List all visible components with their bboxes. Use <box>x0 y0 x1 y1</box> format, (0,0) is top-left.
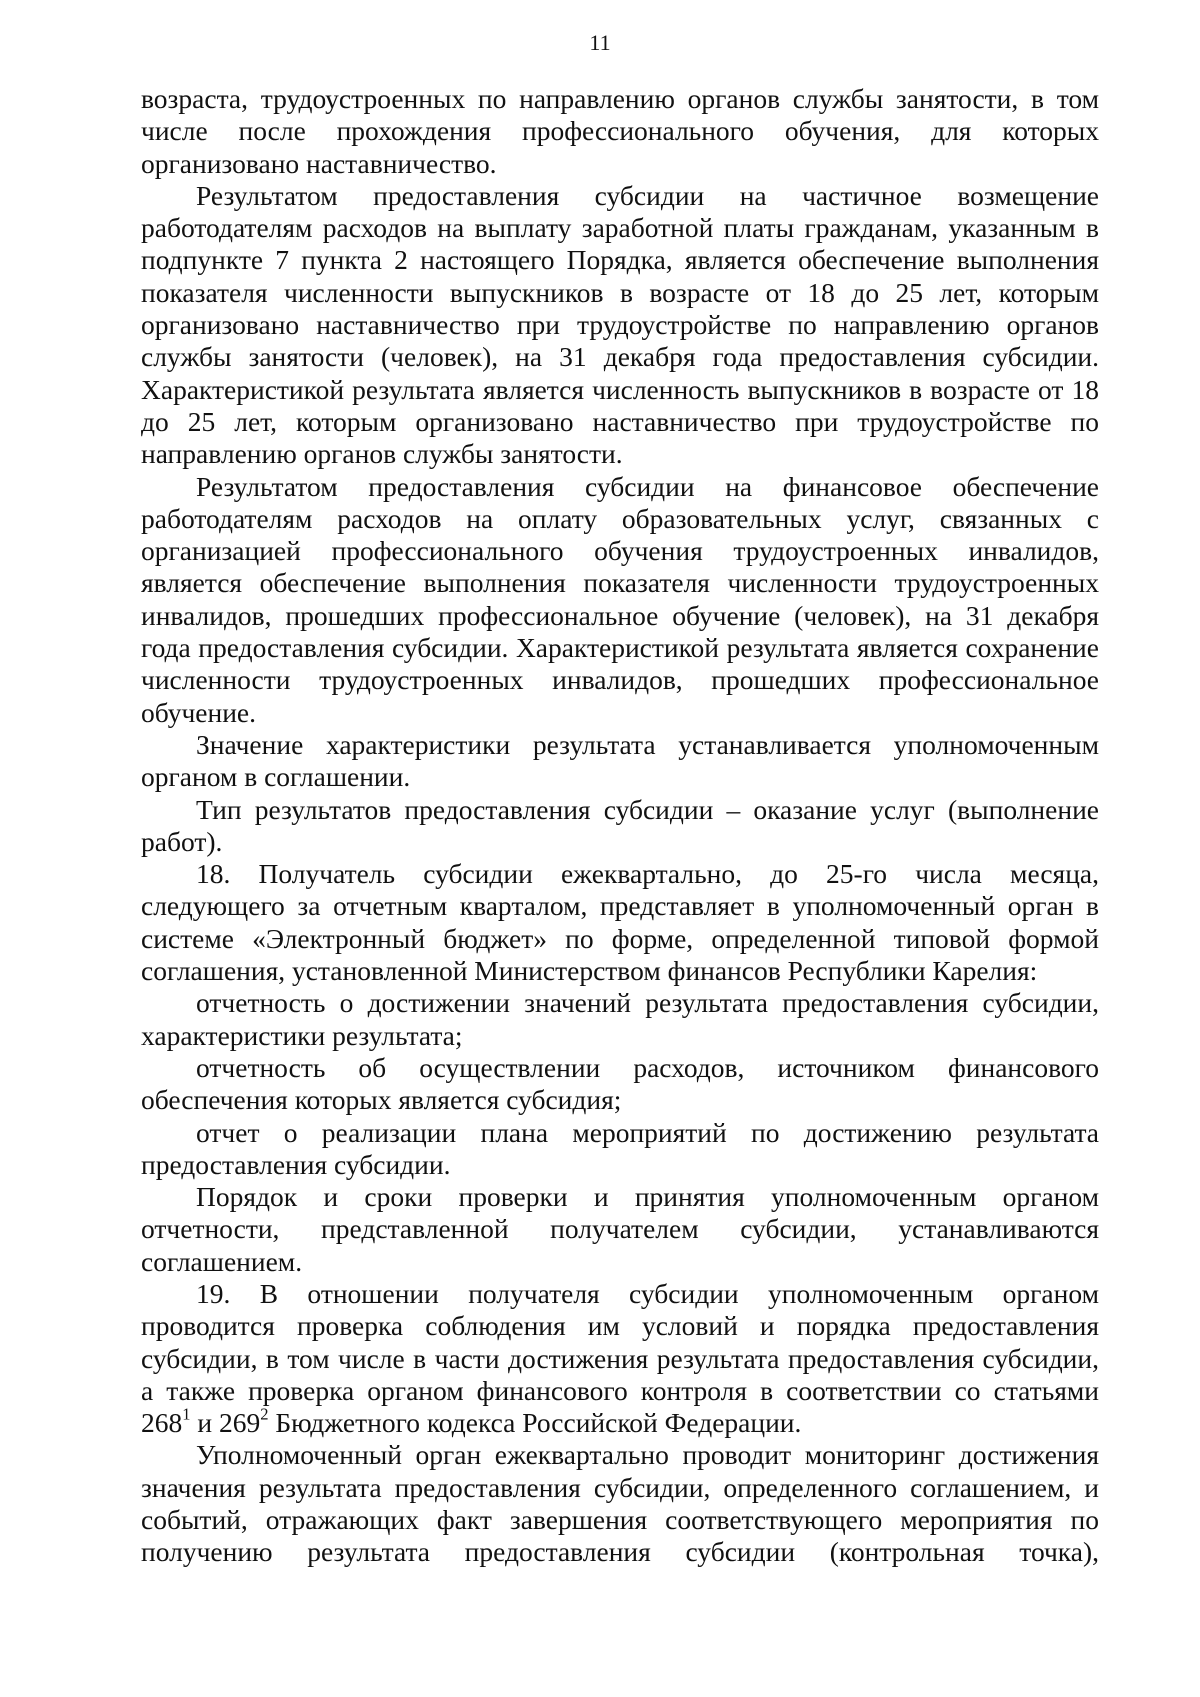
footnote-superscript: 2 <box>260 1404 269 1424</box>
document-body <box>141 83 1099 1569</box>
page-number: 11 <box>589 30 611 55</box>
paragraph-report-results: отчетность о достижении значений результата предоставления субсидии, характеристики результата; <box>141 987 1099 1051</box>
paragraph-report-plan: отчет о реализации плана мероприятий по достижению результата предоставления субсидии. <box>141 1116 1099 1180</box>
paragraph-item-18: 18. Получатель субсидии ежеквартально, до 25-го числа месяца, следующего за отчетным кварталом, представляет в уполномоченный орган в системе «Электронный бюджет» по форме, определенной типовой формой соглашения, установленной Министерством финансов Республики Карелия: <box>141 858 1099 987</box>
paragraph-result-type: Тип результатов предоставления субсидии – оказание услуг (выполнение работ). <box>141 793 1099 857</box>
item-19-text: Бюджетного кодекса Российской Федерации. <box>268 1407 802 1439</box>
item-19-text: 19. В отношении получателя субсидии уполномоченным органом проводится проверка соблюдения им условий и порядка предоставления субсидии, в том числе в части достижения результата предоставления субсидии, а также проверка органом финансового контроля в соответствии со статьями 268 <box>141 1277 1099 1439</box>
paragraph-result-wage-compensation: Результатом предоставления субсидии на частичное возмещение работодателям расходов на выплату заработной платы гражданам, указанным в подпункте 7 пункта 2 настоящего Порядка, является обеспечение выполнения показателя численности выпускников в возрасте от 18 до 25 лет, которым организовано наставничество при трудоустройстве по направлению органов службы занятости (человек), на 31 декабря года предоставления субсидии. Характеристикой результата является численность выпускников в возрасте от 18 до 25 лет, которым организовано наставничество при трудоустройстве по направлению органов службы занятости. <box>141 179 1099 470</box>
paragraph-verification-procedure: Порядок и сроки проверки и принятия уполномоченным органом отчетности, представленной получателем субсидии, устанавливаются соглашением. <box>141 1181 1099 1277</box>
paragraph-monitoring: Уполномоченный орган ежеквартально проводит мониторинг достижения значения результата предоставления субсидии, определенного соглашением, и событий, отражающих факт завершения соответствующего мероприятия по получению результата предоставления субсидии (контрольная точка), <box>141 1439 1099 1568</box>
paragraph-continuation: возраста, трудоустроенных по направлению органов службы занятости, в том числе после прохождения профессионального обучения, для которых организовано наставничество. <box>141 83 1099 179</box>
paragraph-characteristic-value: Значение характеристики результата устанавливается уполномоченным органом в соглашении. <box>141 728 1099 793</box>
paragraph-item-19 <box>141 1278 1099 1439</box>
footnote-superscript: 1 <box>182 1404 191 1424</box>
item-19-text: и 269 <box>190 1407 261 1439</box>
paragraph-report-expenses: отчетность об осуществлении расходов, источником финансового обеспечения которых является субсидия; <box>141 1051 1099 1116</box>
paragraph-result-training-disabled: Результатом предоставления субсидии на финансовое обеспечение работодателям расходов на оплату образовательных услуг, связанных с организацией профессионального обучения трудоустроенных инвалидов, является обеспечение выполнения показателя численности трудоустроенных инвалидов, прошедших профессиональное обучение (человек), на 31 декабря года предоставления субсидии. Характеристикой результата является сохранение численности трудоустроенных инвалидов, прошедших профессиональное обучение. <box>141 470 1099 728</box>
